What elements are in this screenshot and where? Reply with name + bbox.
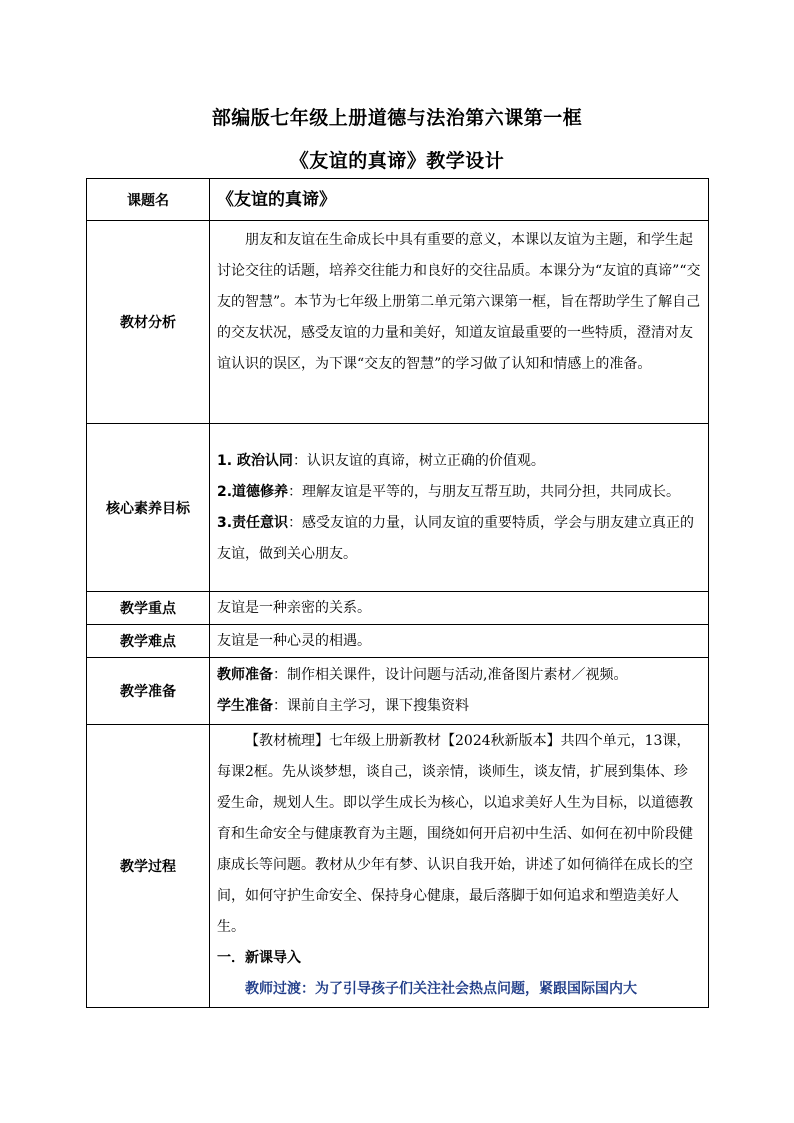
prep-student [217, 691, 701, 722]
cell-difficulty: 友谊是一种心灵的相遇。 [210, 625, 709, 658]
label-process: 教学过程 [87, 725, 210, 1008]
core-item-2-head: 2.道德修养 [217, 483, 289, 500]
row-topic [87, 179, 709, 221]
prep-student-text: ：课前自主学习，课下搜集资料 [273, 698, 469, 714]
label-core-literacy: 核心素养目标 [87, 424, 210, 592]
row-difficulty [87, 625, 709, 658]
lesson-plan-table [86, 178, 709, 1008]
core-item-1-head: 1. 政治认同 [217, 452, 293, 469]
prep-student-head: 学生准备 [217, 698, 273, 714]
row-material-analysis [87, 221, 709, 424]
cell-key-point: 友谊是一种亲密的关系。 [210, 592, 709, 625]
cell-material-analysis [210, 221, 709, 424]
core-item-1 [217, 446, 701, 477]
core-item-3-head: 3.责任意识 [217, 514, 289, 531]
label-key-point: 教学重点 [87, 592, 210, 625]
topic-value: 《友谊的真谛》 [217, 189, 336, 210]
material-analysis-text: 朋友和友谊在生命成长中具有重要的意义，本课以友谊为主题，和学生起讨论交往的话题，培养交往能力和良好的交往品质。本课分为“友谊的真谛”“交友的智慧”。本节为七年级上册第二单元第六课第一框，旨在帮助学生了解自己的交友状况，感受友谊的力量和美好，知道友谊最重要的一些特质，澄清对友谊认识的误区，为下课“交友的智慧”的学习做了认知和情感上的准备。 [217, 232, 701, 372]
label-topic: 课题名 [87, 179, 210, 221]
row-preparation [87, 658, 709, 725]
row-key-point [87, 592, 709, 625]
cell-core-literacy [210, 424, 709, 592]
core-item-3 [217, 508, 701, 570]
row-core-literacy [87, 424, 709, 592]
core-item-2-text: ：理解友谊是平等的，与朋友互帮互助，共同分担，共同成长。 [288, 483, 681, 500]
process-teacher-transition: 教师过渡：为了引导孩子们关注社会热点问题，紧跟国际国内大 [245, 981, 637, 997]
core-item-3-text: ：感受友谊的力量，认同友谊的重要特质，学会与朋友建立真正的友谊，做到关心朋友。 [217, 514, 695, 562]
process-para-1: 【教材梳理】七年级上册新教材【2024秋新版本】共四个单元，13课， 每课2框。先从谈梦想，谈自己，谈亲情，谈师生，谈友情，扩展到集体、珍爱生命，规划人生。即以学生成长为核心，以追求美好人生为目标，以道德教育和生命安全与健康教育为主题，围绕如何开启初中生活、如何在初中阶段健康成长等问题。教材从少年有梦、认识自我开始，讲述了如何徜徉在成长的空间，如何守护生命安全、保持身心健康，最后落脚于如何追求和塑造美好人生。 [217, 733, 693, 935]
process-section-1: 一．新课导入 [217, 950, 301, 966]
prep-teacher [217, 660, 701, 691]
core-item-2 [217, 477, 701, 508]
prep-teacher-text: ：制作相关课件，设计问题与活动,准备图片素材／视频。 [273, 667, 628, 683]
cell-process [210, 725, 709, 1008]
doc-title-line1: 部编版七年级上册道德与法治第六课第一框 [211, 107, 583, 129]
row-process [87, 725, 709, 1008]
label-material-analysis: 教材分析 [87, 221, 210, 424]
core-item-1-text: ：认识友谊的真谛，树立正确的价值观。 [292, 452, 545, 469]
label-difficulty: 教学难点 [87, 625, 210, 658]
cell-preparation [210, 658, 709, 725]
label-preparation: 教学准备 [87, 658, 210, 725]
cell-topic [210, 179, 709, 221]
doc-title-line2: 《友谊的真谛》教学设计 [289, 150, 505, 172]
prep-teacher-head: 教师准备 [217, 667, 273, 683]
